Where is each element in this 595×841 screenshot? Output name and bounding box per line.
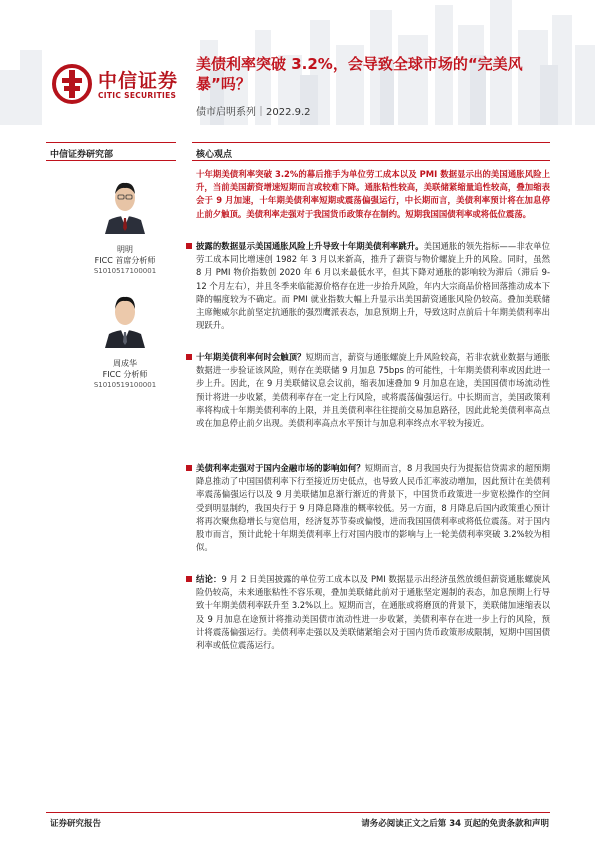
analyst-role: FICC 分析师: [102, 370, 148, 379]
logo-chinese-name: 中信证券: [98, 70, 179, 92]
bullet-paragraph: [196, 351, 550, 430]
bullet-paragraph: [196, 240, 550, 332]
logo-english-name: CITIC SECURITIES: [98, 91, 177, 100]
bullet-lead: 披露的数据显示美国通胀风险上升导致十年期美债利率跳升。: [196, 241, 424, 251]
analyst-cert-number: S1010517100001: [93, 267, 157, 275]
footer-report-type: 证券研究报告: [50, 819, 102, 829]
core-view-heading: 核心观点: [196, 150, 233, 160]
analyst-card: [78, 176, 172, 277]
analyst-cert-number: S1010519100001: [93, 381, 157, 389]
bullet-paragraph: [196, 573, 550, 652]
footer-disclaimer: 请务必阅读正文之后第 34 页起的免责条款和声明: [361, 819, 549, 829]
bullet-square-icon: [186, 243, 192, 249]
core-summary: 十年期美债利率突破 3.2%的幕后推手为单位劳工成本以及 PMI 数据显示出的美国通胀风险上升，当前美国薪资增速短期而言或较难下降。通胀粘性较高，美联储紧缩量追性较高，叠加缩表会于 9 月加速，十年期美债利率短期或震荡偏强运行，中长期而言，美债利率预计将在加息停止前夕触顶。美债利率走强对于我国货币政策存在制约。短期我国国债利率或将低位震荡。: [196, 169, 550, 219]
analyst-name: 周成华: [113, 359, 137, 368]
right-header-top-rule: [192, 142, 550, 143]
bullet-lead: 十年期美债利率何时会触顶？: [196, 352, 306, 362]
bullet-text: 短期而言，8 月我国央行为提振信贷需求的超预期降息推动了中国国债利率下行至接近历史低点，也导致人民币汇率波动增加，因此预计在美债利率震荡偏强运行以及 9 月美联储加息渐行渐近的背景下，中国货币政策进一步宽松操作的空间受到明显制约，我国央行于 9 月降息降准的概率较低。另一方面，8 月降息后国内政策重心预计将再次聚焦稳增长与宽信用，经济复苏节奏或偏慢，进而我国国债利率或将低位震荡。对于国内股市而言，预计此轮十年期美债利率上行对国内股市的影响与上一轮美债利率突破 3.2%较为相似。: [196, 463, 550, 553]
bullet-square-icon: [186, 354, 192, 360]
left-header-bottom-rule: [46, 160, 176, 161]
left-header-top-rule: [46, 142, 176, 143]
report-series-date: 债市启明系列｜2022.9.2: [196, 107, 311, 118]
analyst-role: FICC 首席分析师: [94, 256, 156, 265]
citic-emblem-icon: [52, 64, 92, 104]
analyst-name: 明明: [117, 245, 133, 254]
footer-rule: [46, 812, 550, 813]
bullet-paragraph: [196, 462, 550, 554]
bullet-lead: 结论：: [196, 574, 222, 584]
citic-logo: [52, 64, 192, 104]
report-title: 美债利率突破 3.2%，会导致全球市场的“完美风暴”吗？: [196, 55, 523, 93]
bullet-text: 短期而言，薪资与通胀螺旋上升风险较高，若非农就业数据与通胀数据进一步验证该风险，则存在美联储 9 月加息 75bps 的可能性，十年期美债利率或因此进一步上升。因此，在 9 月美联储议息会议前，缩表加速叠加 9 月加息在途，美国国债市场流动性预计将进一步收紧，美债利率存在一定上行风险，或将震荡偏强运行。中长期而言，美国政策利率将构成十年期美债利率的上限，并且美债利率往往提前交易加息路径，因此此轮美债利率高点或在加息停止前夕出现。美债利率高点水平预计与加息利率终点水平较为接近。: [196, 352, 551, 429]
right-header-bottom-rule: [192, 160, 550, 161]
header-banner: [0, 0, 595, 125]
bullet-text: 美国通胀的领先指标——非农单位劳工成本同比增速创 1982 年 3 月以来新高，推升了薪资与物价螺旋上升的风险。同时，虽然 8 月 PMI 物价指数创 2020 年 6 月以来最低水平，但其下降对通胀的影响较为滞后（滞后 9-12 个月左右），并且冬季来临能源价格存在进一步抬升风险，年内大宗商品价格回落推动成本下降的幅度较为不确定。而 PMI 就业指数大幅上升显示出美国薪资通胀风险仍较高。叠加美联储主席鲍威尔此前坚定抗通胀的强烈鹰派表态，加息预期上升，导致这时点前后十年期美债利率出现跃升。: [196, 241, 551, 331]
analyst-photo-2-icon: [101, 290, 149, 348]
bullet-lead: 美债利率走强对于国内金融市场的影响如何？: [196, 463, 365, 473]
analyst-photo-1-icon: [101, 176, 149, 234]
bullet-text: 9 月 2 日美国披露的单位劳工成本以及 PMI 数据显示出经济虽然放缓但薪资通胀螺旋风险仍较高，未来通胀粘性不容乐观，叠加美联储此前对于通胀坚定遏制的表态，加息预期上行导致十年期美债利率跃升至 3.2%以上。短期而言，在通胀或将磨顶的背景下，美联储加速缩表以及 9 月加息在途预计将推动美国债市流动性进一步收紧，美债利率存在进一步上行的风险，预计将震荡偏强运行。美债利率走强以及美联储紧缩会对于国内货币政策形成限制，短期中国国债利率或低位震荡运行。: [196, 574, 551, 651]
research-dept-heading: 中信证券研究部: [50, 150, 114, 160]
analyst-card: [78, 290, 172, 391]
bullet-square-icon: [186, 465, 192, 471]
bullet-square-icon: [186, 576, 192, 582]
